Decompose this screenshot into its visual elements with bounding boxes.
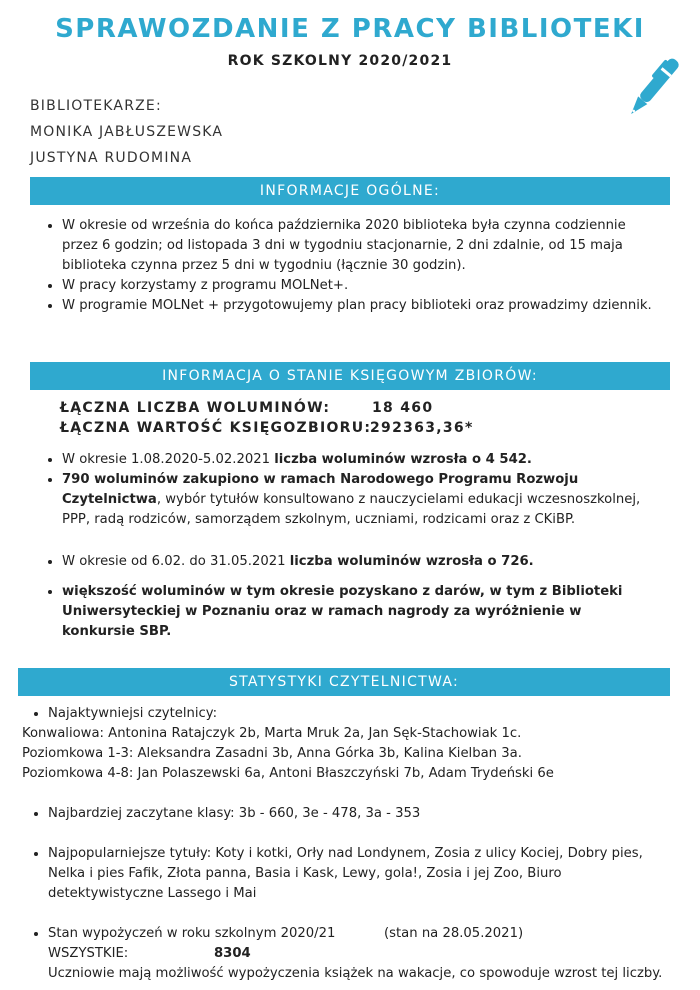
librarian-name: JUSTYNA RUDOMINA [30, 150, 193, 166]
all-loans-label: WSZYSTKIE: [48, 946, 129, 961]
collection-totals [60, 398, 474, 438]
school-year-subtitle: ROK SZKOLNY 2020/2021 [227, 53, 453, 69]
pen-icon [622, 48, 684, 128]
item-text: , wybór tytułów konsultowano z nauczycielami edukacji wczesnoszkolnej, PPP, radą rodziców, samorządem szkolnym, uczniami, rodzicami oraz z CKiBP. [62, 492, 641, 527]
general-info-list [40, 216, 660, 316]
total-volumes-label: ŁĄCZNA LICZBA WOLUMINÓW: [60, 400, 331, 416]
top-readers-line: Konwaliowa: Antonina Ratajczyk 2b, Marta Mruk 2a, Jan Sęk-Stachowiak 1c. [22, 726, 522, 741]
item-text: W okresie 1.08.2020-5.02.2021 [62, 452, 275, 467]
total-value-value: 292363,36* [370, 420, 474, 436]
list-item [62, 450, 650, 470]
collection-list [40, 450, 650, 642]
item-bold-text: większość woluminów w tym okresie pozyskano z darów, w tym z Biblioteki Uniwersyteckiej w Poznaniu oraz w ramach nagrody za wyróżnienie w konkursie SBP. [62, 584, 623, 639]
item-bold-text: liczba woluminów wzrosła o 726. [289, 554, 534, 569]
total-volumes-row [60, 398, 434, 418]
total-volumes-value: 18 460 [372, 400, 434, 416]
general-info-heading: INFORMACJE OGÓLNE: [30, 177, 670, 205]
total-value-label: ŁĄCZNA WARTOŚĆ KSIĘGOZBIORU: [60, 420, 372, 436]
total-value-row [60, 418, 474, 438]
librarians-label: BIBLIOTEKARZE: [30, 98, 162, 114]
document-title: SPRAWOZDANIE Z PRACY BIBLIOTEKI [55, 14, 645, 44]
loans-item [48, 924, 672, 984]
collection-heading: INFORMACJA O STANIE KSIĘGOWYM ZBIORÓW: [30, 362, 670, 390]
all-loans-value: 8304 [214, 946, 251, 961]
top-readers-line: Poziomkowa 1-3: Aleksandra Zasadni 3b, Anna Górka 3b, Kalina Kielban 3a. [22, 746, 522, 761]
summer-note: Uczniowie mają możliwość wypożyczenia książek na wakacje, co spowoduje wzrost tej liczby. [48, 966, 663, 981]
list-item: • W okresie od września do końca października 2020 biblioteka była czynna codziennie przez 6 godzin; od listopada 3 dni w tygodniu stacjonarnie, 2 dni zdalnie, od 15 maja biblioteka czynna przez 5 dni w tygodniu (łącznie 30 godzin). [62, 216, 660, 276]
list-item: • W pracy korzystamy z programu MOLNet+. [62, 276, 660, 296]
librarian-name: MONIKA JABŁUSZEWSKA [30, 124, 224, 140]
loans-row [48, 924, 672, 944]
reading-stats-heading: STATYSTYKI CZYTELNICTWA: [18, 668, 670, 696]
list-item [62, 470, 650, 530]
top-readers-line: Poziomkowa 4-8: Jan Polaszewski 6a, Antoni Błaszczyński 7b, Adam Trydeński 6e [22, 766, 554, 781]
list-item: • W programie MOLNet + przygotowujemy plan pracy biblioteki oraz prowadzimy dziennik. [62, 296, 660, 316]
item-bold-text: liczba woluminów wzrosła o 4 542. [274, 452, 532, 467]
popular-titles-item: • Najpopularniejsze tytuły: Koty i kotki, Orły nad Londynem, Zosia z ulicy Kociej, Dobry pies, Nelka i pies Fafik, Złota panna, Basia i Kask, Lewy, gola!, Zosia i jej Zoo, Biuro detektywistyczne Lassego i Mai [48, 844, 672, 904]
item-text: W okresie od 6.02. do 31.05.2021 [62, 554, 290, 569]
list-item [62, 582, 650, 642]
loans-date: (stan na 28.05.2021) [384, 926, 524, 941]
reading-stats-block [22, 704, 672, 984]
loans-label: Stan wypożyczeń w roku szkolnym 2020/21 [48, 926, 336, 941]
item-bold-text: 790 woluminów zakupiono w ramach Narodowego Programu Rozwoju Czytelnictwa [62, 472, 579, 507]
all-loans-row [48, 944, 672, 964]
librarians-block [30, 93, 223, 171]
list-item [62, 552, 650, 572]
top-readers-label: • Najaktywniejsi czytelnicy: [48, 704, 672, 724]
top-classes-item: • Najbardziej zaczytane klasy: 3b - 660, 3e - 478, 3a - 353 [48, 804, 672, 824]
